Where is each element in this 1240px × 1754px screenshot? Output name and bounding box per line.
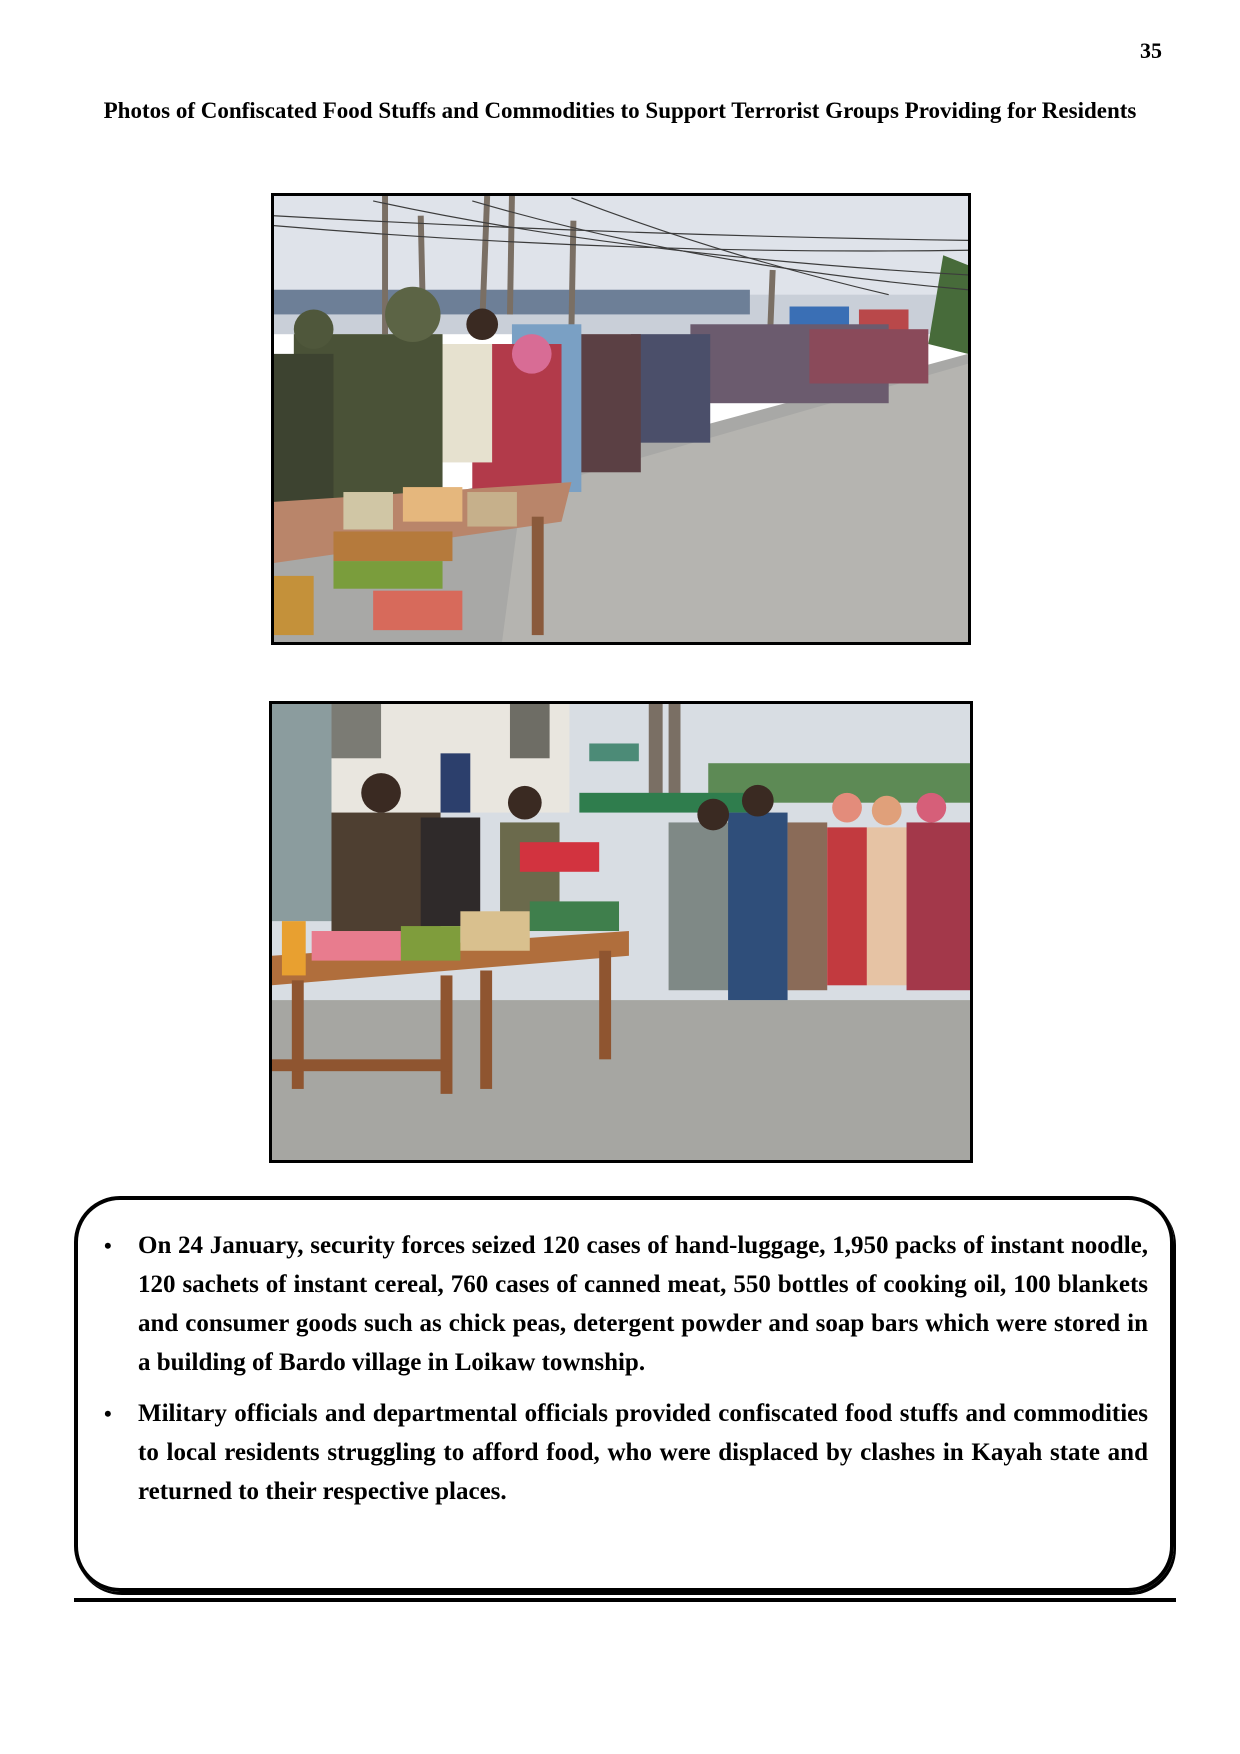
caption-text: On 24 January, security forces seized 120 cases of hand-luggage, 1,950 packs of instant noodle, 120 sachets of instant cereal, 760 cases of canned meat, 550 bottles of cooking oil, 100 blankets and consumer goods such as chick peas, detergent powder and soap bars which were stored in a building of Bardo village in Loikaw township.: [138, 1232, 1148, 1376]
caption-text: Military officials and departmental officials provided confiscated food stuffs and commodities to local residents struggling to afford food, who were displaced by clashes in Kayah state and returned to their respective places.: [138, 1400, 1148, 1505]
bottom-rule: [74, 1598, 1176, 1602]
page-number: 35: [1140, 38, 1162, 63]
photo-food-distribution-table: [269, 701, 973, 1163]
bullet-marker: •: [104, 1401, 112, 1426]
caption-bullet-distribution: [104, 1394, 1148, 1511]
bullet-marker: •: [104, 1233, 112, 1258]
caption-bullet-seizure: [104, 1226, 1148, 1382]
caption-list: [104, 1226, 1148, 1523]
page-title: Photos of Confiscated Food Stuffs and Commodities to Support Terrorist Groups Providing for Residents: [103, 98, 1137, 123]
photo-food-distribution-street: [271, 193, 971, 645]
